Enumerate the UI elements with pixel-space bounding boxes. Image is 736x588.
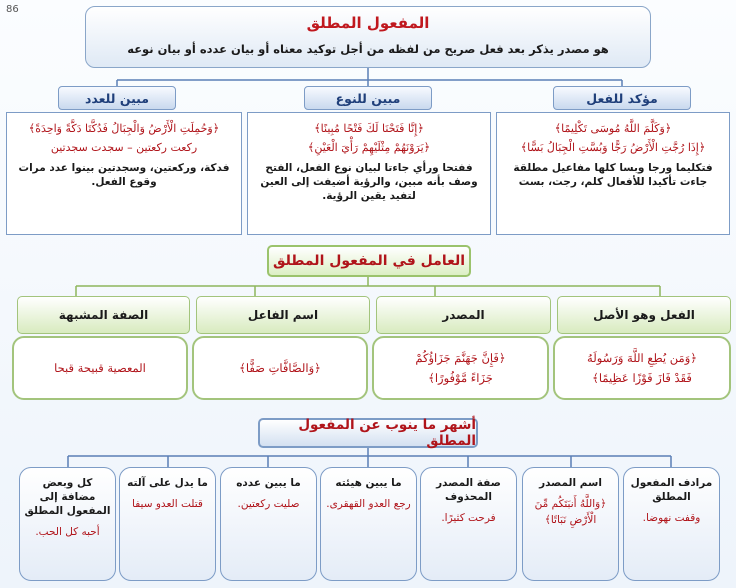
substitute-example: صليت ركعتين. <box>237 498 300 510</box>
substitute-card <box>19 467 116 581</box>
quran-example: ﴿وَحُمِلَتِ الْأَرْضُ وَالْجِبَالُ فَدُكَّتَا دَكَّةً وَاحِدَةً﴾ <box>28 122 220 135</box>
substitute-label: ما يبين هيئته <box>335 477 402 489</box>
quran-example: ﴿إِنَّا فَتَحْنَا لَكَ فَتْحًا مُبِينًا﴾ <box>314 122 424 135</box>
substitute-card <box>220 467 317 581</box>
explanation-text: فتكليما ورجا وبسا كلها مفاعيل مطلقة جاءت تأكيدا للأفعال كلم، رجت، بست <box>513 162 713 188</box>
operator-tab-active-participle: اسم الفاعل <box>196 296 370 334</box>
substitute-label: ما يبين عدده <box>236 477 301 489</box>
definition-box <box>85 6 651 68</box>
quran-example: ﴿وَمَن يُطِعِ اللَّهَ وَرَسُولَهُ <box>587 351 697 365</box>
example-text: المعصية قبيحة قبحا <box>54 361 146 375</box>
quran-example: فَقَدْ فَازَ فَوْزًا عَظِيمًا﴾ <box>592 371 692 385</box>
substitute-card <box>119 467 216 581</box>
definition-title: المفعول المطلق <box>306 14 430 32</box>
quran-example: ﴿فَإِنَّ جَهَنَّمَ جَزَاؤُكُمْ <box>415 351 506 365</box>
type-panel-emphasis <box>496 112 730 235</box>
quran-example: ﴿وَالصَّافَّاتِ صَفًّا﴾ <box>239 361 321 375</box>
substitute-card <box>522 467 619 581</box>
operator-title: العامل في المفعول المطلق <box>267 245 471 277</box>
substitute-example: ﴿وَاللَّهُ أَنبَتَكُم مِّنَ الْأَرْضِ نَبَاتًا﴾ <box>534 498 607 526</box>
substitute-label: صفة المصدر المحذوف <box>436 477 501 503</box>
operator-example-verb <box>553 336 731 400</box>
substitute-card <box>623 467 720 581</box>
substitute-card <box>420 467 517 581</box>
substitute-card <box>320 467 417 581</box>
definition-text: هو مصدر يذكر بعد فعل صريح من لفظه من أجل توكيد معناه أو بيان عدده أو بيان نوعه <box>127 42 609 56</box>
quran-example: ﴿إِذَا رُجَّتِ الْأَرْضُ رَجًّا وَبُسَّتِ الْجِبَالُ بَسًّا﴾ <box>520 141 706 154</box>
substitute-example: أحبه كل الحب. <box>35 526 100 538</box>
quran-example: ﴿يَرَوْنَهُمْ مِثْلَيْهِمْ رَأْيَ الْعَيْنِ﴾ <box>307 141 431 154</box>
substitute-example: رجع العدو القهقرى. <box>326 498 411 510</box>
substitute-label: كل وبعض مضافة إلى المفعول المطلق <box>24 477 111 517</box>
explanation-text: ففتحا ورأي جاءتا لبيان نوع الفعل، الفتح وصف بأنه مبين، والرؤية أضيفت إلى العين لتفيد يقين الرؤية. <box>260 162 478 202</box>
substitute-example: قتلت العدو سيفا <box>132 498 203 510</box>
type-panel-kind <box>247 112 491 235</box>
operator-example-adjective <box>12 336 188 400</box>
substitute-label: ما يدل على آلته <box>127 477 208 489</box>
example-text: ركعت ركعتين – سجدت سجدتين <box>50 141 198 154</box>
type-tab-number: مبين للعدد <box>58 86 176 110</box>
page-number: 86 <box>6 4 19 15</box>
type-panel-number <box>6 112 242 235</box>
type-tab-emphasis: مؤكد للفعل <box>553 86 691 110</box>
quran-example: جَزَاءً مَّوْفُورًا﴾ <box>428 371 493 385</box>
substitute-example: وقفت نهوضا. <box>642 512 701 524</box>
substitutes-title: أشهر ما ينوب عن المفعول المطلق <box>258 418 478 448</box>
operator-tab-masdar: المصدر <box>376 296 551 334</box>
operator-tab-verb: الفعل وهو الأصل <box>557 296 731 334</box>
operator-example-active-participle <box>192 336 368 400</box>
substitute-label: اسم المصدر <box>539 477 602 489</box>
operator-tab-adjective: الصفة المشبهة <box>17 296 190 334</box>
substitute-label: مرادف المفعول المطلق <box>630 477 713 503</box>
type-tab-kind: مبين للنوع <box>304 86 432 110</box>
quran-example: ﴿وَكَلَّمَ اللَّهُ مُوسَى تَكْلِيمًا﴾ <box>554 122 672 135</box>
substitute-example: فرحت كثيرًا. <box>441 512 496 524</box>
explanation-text: فدكة، وركعتين، وسجدتين بينوا عدد مرات وقوع الفعل. <box>18 162 230 188</box>
operator-example-masdar <box>372 336 549 400</box>
